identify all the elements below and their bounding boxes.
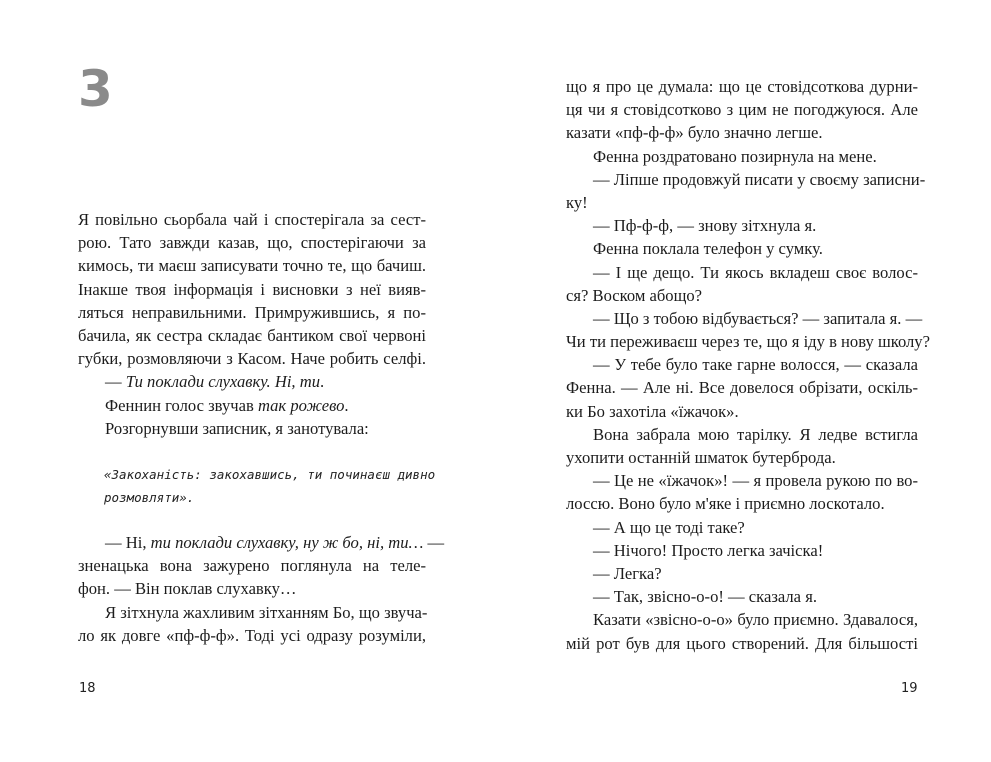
text-line: ця чи я стовідсотково з цим не погоджуюся. Але xyxy=(566,100,918,120)
text-line: фон. — Він поклав слухавку… xyxy=(78,579,297,599)
text-line: ляться неправильними. Примружившись, я по- xyxy=(78,302,426,322)
text-line: бачила, як сестра складає бантиком свої червоні xyxy=(78,325,426,345)
text-line: мій рот був для цього створений. Для більшості xyxy=(566,633,918,653)
text-segment: — Ні, xyxy=(105,533,151,552)
text-segment: . xyxy=(344,395,349,415)
italic-segment: Ти поклади слухавку. Ні, ти xyxy=(125,372,321,392)
text-segment: Феннин голос звучав xyxy=(105,395,258,415)
text-line: зненацька вона зажурено поглянула на теле- xyxy=(78,556,426,576)
text-line xyxy=(78,394,426,417)
text-line: Розгорнувши записник, я занотувала: xyxy=(105,418,369,438)
text-line: Фенна роздратовано позирнула на мене. xyxy=(593,146,877,166)
text-line: — Легка? xyxy=(593,563,662,583)
text-line: Фенна. — Але ні. Все довелося обрізати, оскіль- xyxy=(566,378,918,398)
text-line: Вона забрала мою тарілку. Я ледве встигла xyxy=(593,424,918,444)
text-segment: — xyxy=(423,533,445,552)
text-line: — Пф-ф-ф, — знову зітхнула я. xyxy=(593,216,817,236)
text-line: Я повільно сьорбала чай і спостерігала за сест- xyxy=(78,210,426,229)
text-line: ки Бо захотіла «їжачок». xyxy=(566,401,739,421)
text-line: — Що з тобою відбувається? — запитала я. — xyxy=(593,308,923,328)
italic-segment: ти поклади слухавку, ну ж бо, ні, ти… xyxy=(150,533,424,552)
text-segment: — xyxy=(105,372,126,392)
left-text-block-1 xyxy=(78,208,426,440)
text-line: кимось, ти маєш записувати точно те, що бачиш. xyxy=(78,256,426,276)
text-line: рою. Тато завжди казав, що, спостерігаючи за xyxy=(78,233,426,253)
text-line: Чи ти переживаєш через те, що я іду в нову школу? xyxy=(566,332,930,352)
text-line: губки, розмовляючи з Касом. Наче робить селфі. xyxy=(78,349,426,369)
text-line xyxy=(78,370,426,393)
text-line: лоссю. Воно було м'яке і приємно лоскотало. xyxy=(566,494,885,514)
text-line: ку! xyxy=(566,192,588,212)
italic-segment: так рожево xyxy=(257,395,345,415)
note-line: розмовляти». xyxy=(104,490,195,506)
text-line: — Нічого! Просто легка зачіска! xyxy=(593,540,824,560)
text-line: ухопити останній шматок бутерброда. xyxy=(566,448,836,467)
text-line: ся? Воском абощо? xyxy=(566,285,703,305)
page-number-left: 18 xyxy=(79,681,96,696)
left-text-block-2 xyxy=(78,531,445,647)
text-line: що я про це думала: що це стовідсоткова дурни- xyxy=(566,77,918,96)
handwritten-note xyxy=(104,463,434,509)
text-line: — А що це тоді таке? xyxy=(593,517,745,537)
left-page xyxy=(0,0,495,762)
text-line: Фенна поклала телефон у сумку. xyxy=(593,239,823,259)
text-line: — Ліпше продовжуй писати у своєму записни- xyxy=(593,169,926,189)
text-line: Я зітхнула жахливим зітханням Бо, що звуча- xyxy=(105,602,428,622)
text-line: — Так, звісно-о-о! — сказала я. xyxy=(593,587,817,607)
page-number-right: 19 xyxy=(901,681,918,696)
right-page xyxy=(495,0,990,762)
text-line: Казати «звісно-о-о» було приємно. Здавалося, xyxy=(593,610,918,630)
text-line: ло як довге «пф-ф-ф». Тоді усі одразу розуміли, xyxy=(78,625,426,645)
text-line: казати «пф-ф-ф» було значно легше. xyxy=(566,123,823,143)
chapter-number: 3 xyxy=(78,60,113,118)
text-line: — У тебе було таке гарне волосся, — сказала xyxy=(593,355,918,375)
text-line: — І ще дещо. Ти якось вкладеш своє волос- xyxy=(593,262,918,282)
text-line xyxy=(78,531,445,554)
text-segment: . xyxy=(320,372,325,392)
right-text-block xyxy=(566,75,930,655)
note-line: «Закоханість: закохавшись, ти починаєш дивно xyxy=(104,467,436,482)
text-line: Інакше твоя інформація і висновки з неї вияв- xyxy=(78,279,426,299)
text-line: — Це не «їжачок»! — я провела рукою по во- xyxy=(593,471,918,491)
